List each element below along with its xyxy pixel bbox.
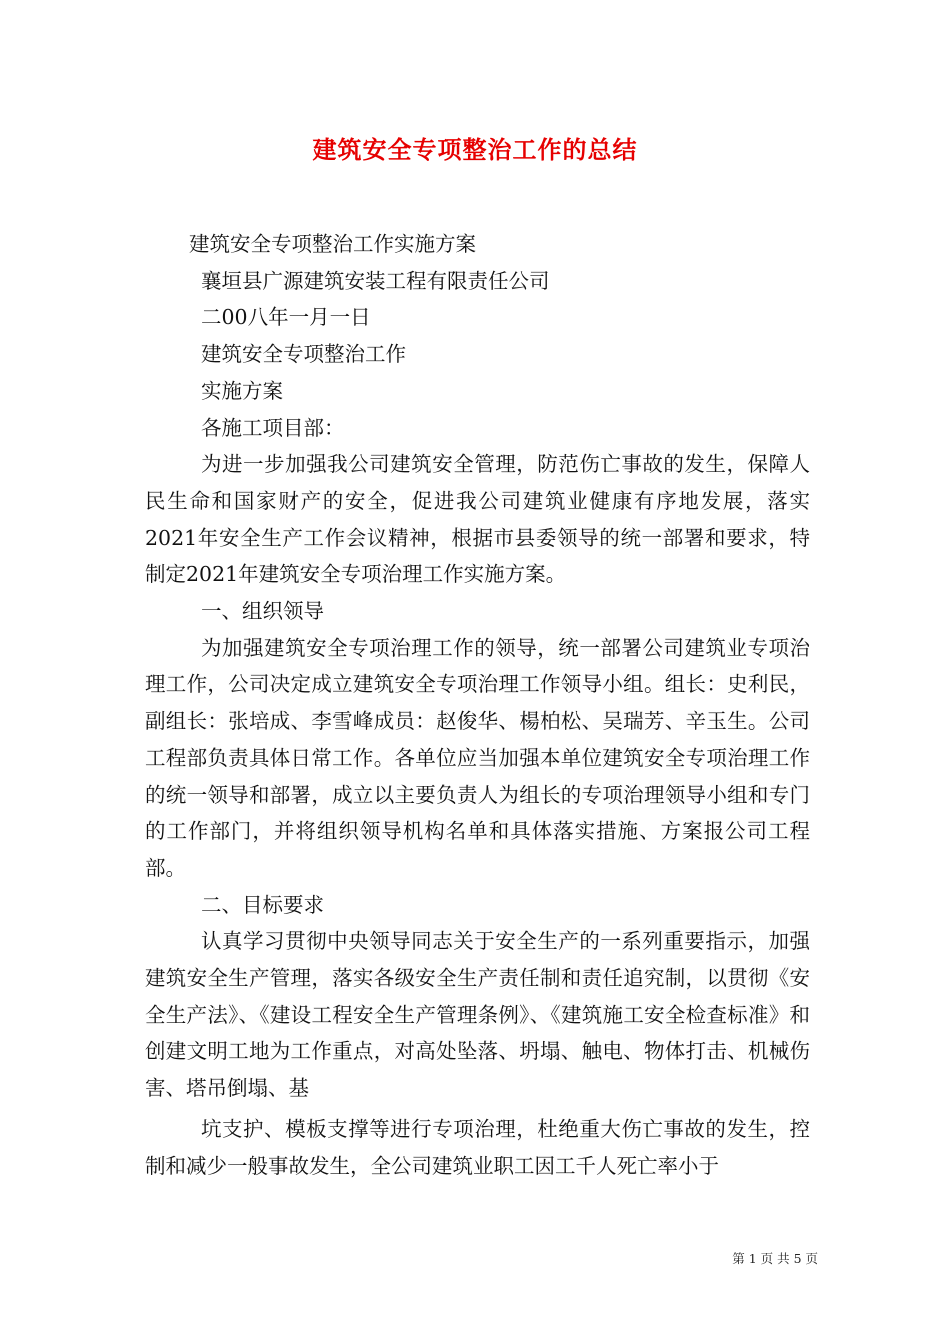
heading-line: 襄垣县广源建筑安装工程有限责任公司 <box>201 268 550 293</box>
intro-paragraph: 为进一步加强我公司建筑安全管理，防范伤亡事故的发生，保障人民生命和国家财产的安全，促进我公司建筑业健康有序地发展，落实2021年安全生产工作会议精神，根据市县委领导的统一部署和要求，特制定2021年建筑安全专项治理工作实施方案。 <box>145 452 810 587</box>
heading-line: 各施工项目部： <box>201 415 345 440</box>
section-heading-goals: 二、目标要求 <box>201 892 324 917</box>
page-number-footer: 第 1 页 共 5 页 <box>732 1251 818 1266</box>
continuation-paragraph: 坑支护、模板支撑等进行专项治理，杜绝重大伤亡事故的发生，控制和减少一般事故发生，全公司建筑业职工因工千人死亡率小于 <box>145 1116 810 1178</box>
document-body <box>145 226 810 1184</box>
heading-line: 二00八年一月一日 <box>201 305 371 330</box>
heading-line: 建筑安全专项整治工作实施方案 <box>189 232 476 256</box>
section-heading-organization: 一、组织领导 <box>201 599 324 624</box>
heading-line: 建筑安全专项整治工作 <box>201 342 406 367</box>
document-title: 建筑安全专项整治工作的总结 <box>312 135 638 164</box>
organization-paragraph: 为加强建筑安全专项治理工作的领导，统一部署公司建筑业专项治理工作，公司决定成立建筑安全专项治理工作领导小组。组长：史利民，副组长：张培成、李雪峰成员：赵俊华、楊柏松、吴瑞芳、辛玉生。公司工程部负责具体日常工作。各单位应当加强本单位建筑安全专项治理工作的统一领导和部署，成立以主要负责人为组长的专项治理领导小组和专门的工作部门，并将组织领导机构名单和具体落实措施、方案报公司工程部。 <box>145 635 810 880</box>
heading-line: 实施方案 <box>201 378 283 403</box>
goals-paragraph: 认真学习贯彻中央领导同志关于安全生产的一系列重要指示，加强建筑安全生产管理，落实各级安全生产责任制和责任追究制，以贯彻《安全生产法》、《建设工程安全生产管理条例》、《建筑施工安全检查标准》和创建文明工地为工作重点，对高处坠落、坍塌、触电、物体打击、机械伤害、塔吊倒塌、基 <box>145 929 810 1101</box>
